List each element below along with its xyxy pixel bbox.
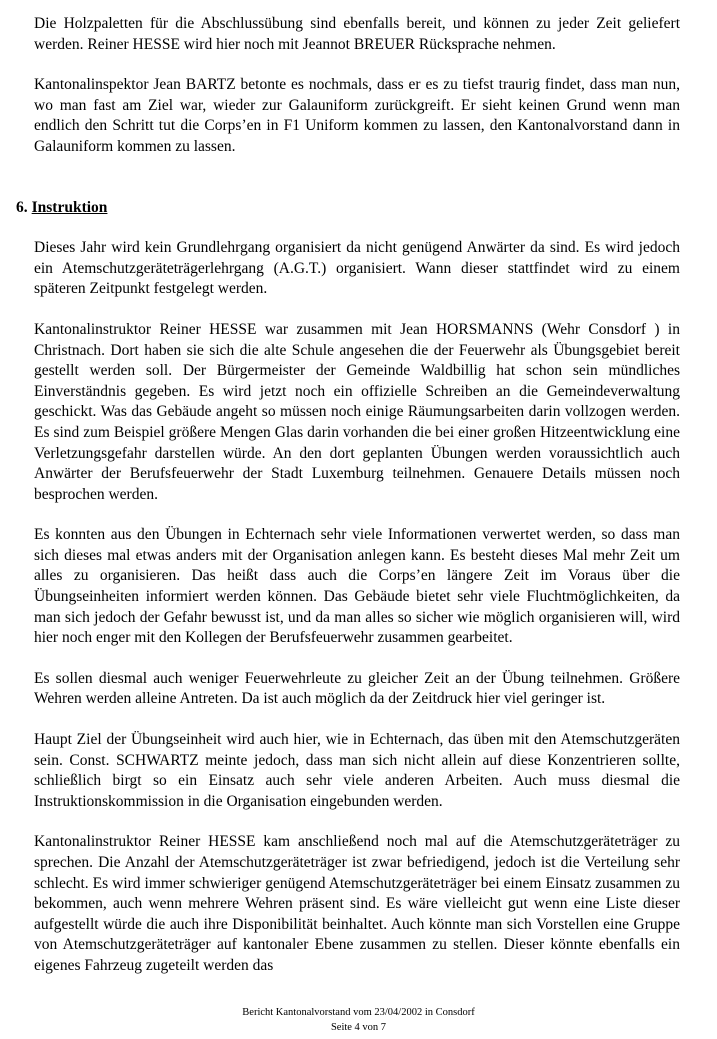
paragraph-spacer [34,218,680,238]
paragraph-breathing-apparatus: Kantonalinstruktor Reiner HESSE kam anschließend noch mal auf die Atemschutzgeräteträger zu sprechen. Die Anzahl der Atemschutzgeräteträger ist zwar befriedigend, jedoch ist die Verteilung sehr schlecht. Es wird immer schwieriger genügend Atemschutzgeräteträger bei einem Einsatz zusammen zu bekommen, auch wenn mehrere Wehren präsent sind. Es wäre vielleicht gut wenn eine Liste dieser aufgestellt würde die auch ihre Disponibilität beinhaltet. Auch könnte man sich Vorstellen eine Gruppe von Atemschutzgeräteträger auf kantonaler Ebene zusammen zu stellen. Dieser könnte ebenfalls ein eigenes Fahrzeug zugeteilt werden das [34,833,680,974]
paragraph-spacer [34,55,680,75]
paragraph-course: Dieses Jahr wird kein Grundlehrgang organisiert da nicht genügend Anwärter da sind. Es wird jedoch ein Atemschutzgeräteträgerlehrgang (A.G.T.) organisiert. Wann dieser stattfindet wird zu einem späteren Zeitpunkt festgelegt werden. [34,239,680,298]
paragraph-uniform: Kantonalinspektor Jean BARTZ betonte es nochmals, dass er es zu tiefst traurig findet, dass man nun, wo man fast am Ziel war, wieder zur Galauniform zurückgreift. Er sieht keinen Grund wenn man endlich den Schritt tut die Corps’en in F1 Uniform kommen zu lassen, den Kantonalvorstand dann in Galauniform kommen zu lassen. [34,76,680,155]
paragraph-spacer [34,812,680,832]
paragraph-spacer [34,649,680,669]
footer-page-number: Seite 4 von 7 [330,1022,387,1033]
section-spacer [34,158,680,198]
document-page [16,14,680,977]
paragraph-spacer [34,710,680,730]
paragraph-fewer-firefighters: Es sollen diesmal auch weniger Feuerwehrleute zu gleicher Zeit an der Übung teilnehmen. Größere Wehren werden alleine Antreten. Da ist auch möglich da der Zeitdruck hier viel geringer ist. [34,669,680,708]
section-number: 6. [16,198,28,216]
paragraph-pallets: Die Holzpaletten für die Abschlussübung sind ebenfalls bereit, und können zu jeder Zeit geliefert werden. Reiner HESSE wird hier noch mit Jeannot BREUER Rücksprache nehmen. [34,15,680,53]
footer-report-title: Bericht Kantonalvorstand vom 23/04/2002 in Consdorf [242,1007,475,1018]
paragraph-spacer [34,300,680,320]
paragraph-main-goal: Haupt Ziel der Übungseinheit wird auch hier, wie in Echternach, das üben mit den Atemschutzgeräten sein. Const. SCHWARTZ meinte jedoch, dass man sich nicht allein auf diese Konzentrieren sollte, schließlich birgt so ein Einsatz auch sehr viele anderen Arbeiten. Auch muss diesmal die Instruktionskommission in die Organisation eingebunden werden. [34,731,680,810]
paragraph-spacer [34,505,680,525]
section-title: Instruktion [31,198,108,216]
paragraph-echternach: Es konnten aus den Übungen in Echternach sehr viele Informationen verwertet werden, so dass man sich dieses mal etwas anders mit der Organisation anlegen kann. Es besteht dieses Mal mehr Zeit um alles zu organisieren. Das heißt dass auch die Corps’en längere Zeit im Voraus über die Übungseinheiten informiert werden können. Das Gebäude bietet sehr viele Fluchtmöglichkeiten, da man sich jedoch der Gefahr bewusst ist, und da man alles so sicher wie möglich organisieren will, wird hier noch enger mit den Kollegen der Berufsfeuerwehr zusammen gearbeitet. [34,526,680,647]
paragraph-christnach: Kantonalinstruktor Reiner HESSE war zusammen mit Jean HORSMANNS (Wehr Consdorf ) in Christnach. Dort haben sie sich die alte Schule angesehen die der Feuerwehr als Übungsgebiet bereit gestellt werden soll. Der Bürgermeister der Gemeinde Waldbillig hat schon sein mündliches Einverständnis gegeben. Es wird jetzt noch ein offizielle Schreiben an die Gemeindeverwaltung geschickt. Was das Gebäude angeht so müssen noch einige Räumungsarbeiten darin vollzogen werden. Es sind zum Beispiel größere Mengen Glas darin vorhanden die bei einer großen Hitzeentwicklung eine Verletzungsgefahr darstellen würde. An den dort geplanten Übungen werden voraussichtlich auch Anwärter der Berufsfeuerwehr der Stadt Luxemburg teilnehmen. Genauere Details müssen noch besprochen werden. [34,320,680,503]
section-heading [16,198,662,219]
